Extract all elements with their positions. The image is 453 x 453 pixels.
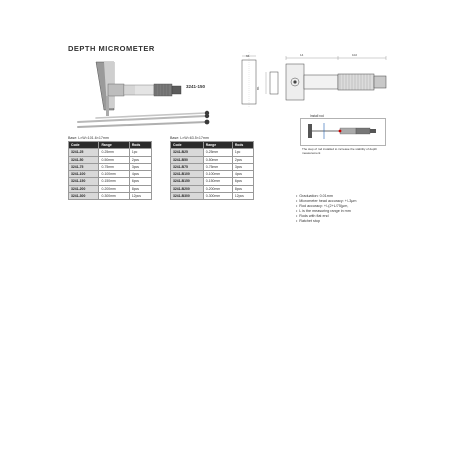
- table-row: [69, 163, 152, 170]
- dimension-label: B1: [256, 86, 260, 90]
- list-item: • L is the measuring range in mm: [296, 209, 356, 214]
- range-cell: 0-300mm: [99, 193, 129, 200]
- range-cell: 0-200mm: [99, 185, 129, 192]
- table-row: [69, 149, 152, 156]
- code-cell: 3241-B100: [171, 171, 204, 178]
- rods-cell: 2pcs: [232, 156, 253, 163]
- table-left-caption: Base: L×W=101.6×17mm: [68, 136, 109, 140]
- range-cell: 0-100mm: [203, 171, 232, 178]
- rods-cell: 8pcs: [232, 185, 253, 192]
- list-item: • Rods with flat end: [296, 214, 356, 219]
- range-cell: 0-25mm: [203, 149, 232, 156]
- code-cell: 3241-50: [69, 156, 99, 163]
- table-row: [69, 171, 152, 178]
- code-cell: 3241-75: [69, 163, 99, 170]
- column-header: Rods: [232, 142, 253, 149]
- range-cell: 0-25mm: [99, 149, 129, 156]
- rods-cell: 12pcs: [232, 193, 253, 200]
- range-cell: 0-300mm: [203, 193, 232, 200]
- column-header: Range: [99, 142, 129, 149]
- table-header-row: [69, 142, 152, 149]
- code-cell: 3241-25: [69, 149, 99, 156]
- list-item: • Rod accuracy: +/-(2+L/75)μm,: [296, 204, 356, 209]
- rods-cell: 6pcs: [232, 178, 253, 185]
- rods-cell: 3pcs: [232, 163, 253, 170]
- code-cell: 3241-B25: [171, 149, 204, 156]
- table-row: [69, 193, 152, 200]
- code-cell: 3241-B200: [171, 185, 204, 192]
- table-row: [171, 163, 254, 170]
- range-cell: 0-75mm: [99, 163, 129, 170]
- range-cell: 0-50mm: [203, 156, 232, 163]
- range-cell: 0-200mm: [203, 185, 232, 192]
- code-cell: 3241-B150: [171, 178, 204, 185]
- code-cell: 3241-200: [69, 185, 99, 192]
- table-row: [171, 149, 254, 156]
- rods-cell: 1pc: [232, 149, 253, 156]
- table-row: [69, 156, 152, 163]
- range-cell: 0-150mm: [99, 178, 129, 185]
- feature-list: [296, 194, 356, 224]
- table-row: [69, 178, 152, 185]
- rods-cell: 2pcs: [129, 156, 151, 163]
- column-header: Code: [69, 142, 99, 149]
- table-row: [171, 156, 254, 163]
- rods-cell: 1pc: [129, 149, 151, 156]
- code-cell: 3241-100: [69, 171, 99, 178]
- model-tag: 3241-150: [186, 84, 206, 89]
- table-right-caption: Base: L×W=63.5×17mm: [170, 136, 209, 140]
- table-header-row: [171, 142, 254, 149]
- column-header: Range: [203, 142, 232, 149]
- code-cell: 3241-B300: [171, 193, 204, 200]
- rods-cell: 12pcs: [129, 193, 151, 200]
- range-cell: 0-75mm: [203, 163, 232, 170]
- list-item: • Ratchet stop: [296, 219, 356, 224]
- range-cell: 0-50mm: [99, 156, 129, 163]
- install-rod-note: The step of rod installed to increase the stability of depth measurement: [302, 147, 378, 155]
- column-header: Code: [171, 142, 204, 149]
- page-title: DEPTH MICROMETER: [68, 44, 155, 53]
- rods-cell: 4pcs: [232, 171, 253, 178]
- rods-cell: 8pcs: [129, 185, 151, 192]
- install-rod-label: Install rod: [310, 114, 324, 118]
- table-row: [171, 171, 254, 178]
- table-row: [69, 185, 152, 192]
- dimension-label: 102: [352, 53, 358, 57]
- technical-drawing: [234, 50, 414, 112]
- rods-cell: 4pcs: [129, 171, 151, 178]
- install-rod-diagram: [300, 118, 386, 146]
- spec-table-right: [170, 141, 254, 200]
- dimension-label: 14: [300, 53, 304, 57]
- dimension-label: 66: [246, 54, 250, 58]
- code-cell: 3241-B50: [171, 156, 204, 163]
- spec-table-left: [68, 141, 152, 200]
- rods-cell: 3pcs: [129, 163, 151, 170]
- range-cell: 0-100mm: [99, 171, 129, 178]
- rods-cell: 6pcs: [129, 178, 151, 185]
- table-row: [171, 178, 254, 185]
- table-row: [171, 193, 254, 200]
- list-item: • Graduation: 0.01mm: [296, 194, 356, 199]
- table-row: [171, 185, 254, 192]
- code-cell: 3241-B75: [171, 163, 204, 170]
- micrometer-photo: [66, 58, 216, 130]
- list-item: • Micrometer head accuracy: +/-3μm: [296, 199, 356, 204]
- code-cell: 3241-150: [69, 178, 99, 185]
- column-header: Rods: [129, 142, 151, 149]
- range-cell: 0-150mm: [203, 178, 232, 185]
- code-cell: 3241-300: [69, 193, 99, 200]
